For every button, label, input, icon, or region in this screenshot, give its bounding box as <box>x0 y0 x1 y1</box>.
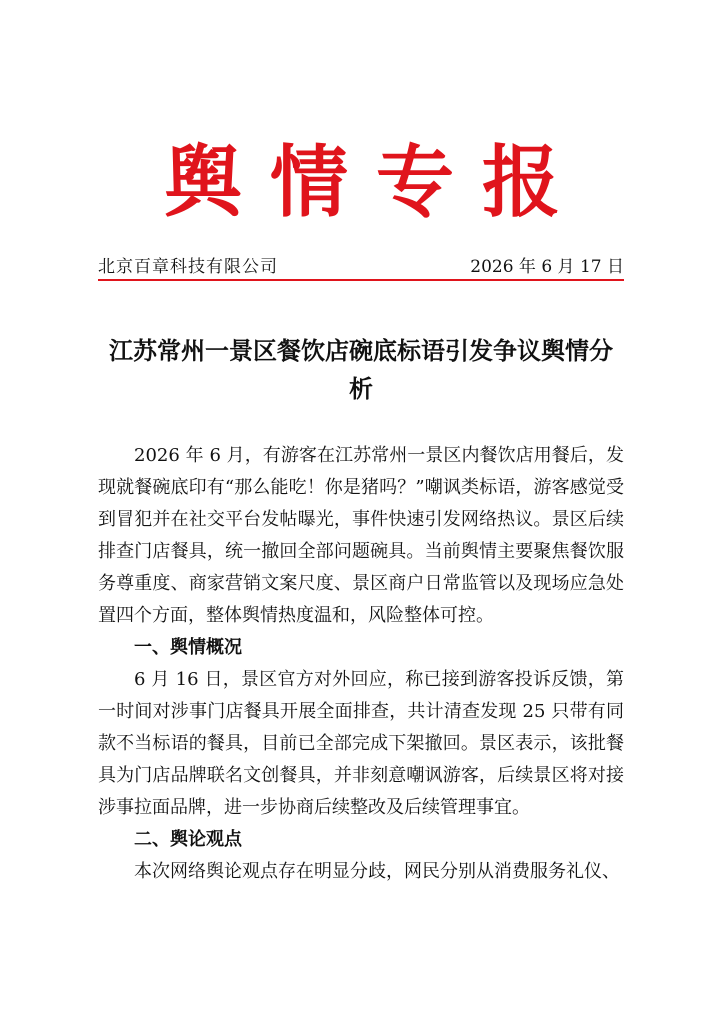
organization-name: 北京百章科技有限公司 <box>98 257 278 277</box>
intro-paragraph: 2026 年 6 月，有游客在江苏常州一景区内餐饮店用餐后，发现就餐碗底印有“那么能吃！你是猪吗？”嘲讽类标语，游客感觉受到冒犯并在社交平台发帖曝光，事件快速引发网络热议。景区后续排查门店餐具，统一撤回全部问题碗具。当前舆情主要聚焦餐饮服务尊重度、商家营销文案尺度、景区商户日常监管以及现场应急处置四个方面，整体舆情热度温和，风险整体可控。 <box>98 445 624 626</box>
document-header <box>98 254 624 280</box>
document-title: 江苏常州一景区餐饮店碗底标语引发争议舆情分析 <box>109 336 613 403</box>
opinions-paragraph: 本次网络舆论观点存在明显分歧，网民分别从消费服务礼仪、 <box>134 861 620 882</box>
section-heading-opinions: 二、舆论观点 <box>134 829 242 850</box>
section-heading-overview: 一、舆情概况 <box>134 637 242 658</box>
issue-date: 2026 年 6 月 17 日 <box>470 257 624 277</box>
masthead-title: 舆情专报 <box>163 138 588 228</box>
overview-paragraph: 6 月 16 日，景区官方对外回应，称已接到游客投诉反馈，第一时间对涉事门店餐具开展全面排查，共计清查发现 25 只带有同款不当标语的餐具，目前已全部完成下架撤回。景区表示，该批餐具为门店品牌联名文创餐具，并非刻意嘲讽游客，后续景区将对接涉事拉面品牌，进一步协商后续整改及后续管理事宜。 <box>98 669 624 818</box>
document-body <box>98 440 624 888</box>
header-divider <box>98 279 624 281</box>
